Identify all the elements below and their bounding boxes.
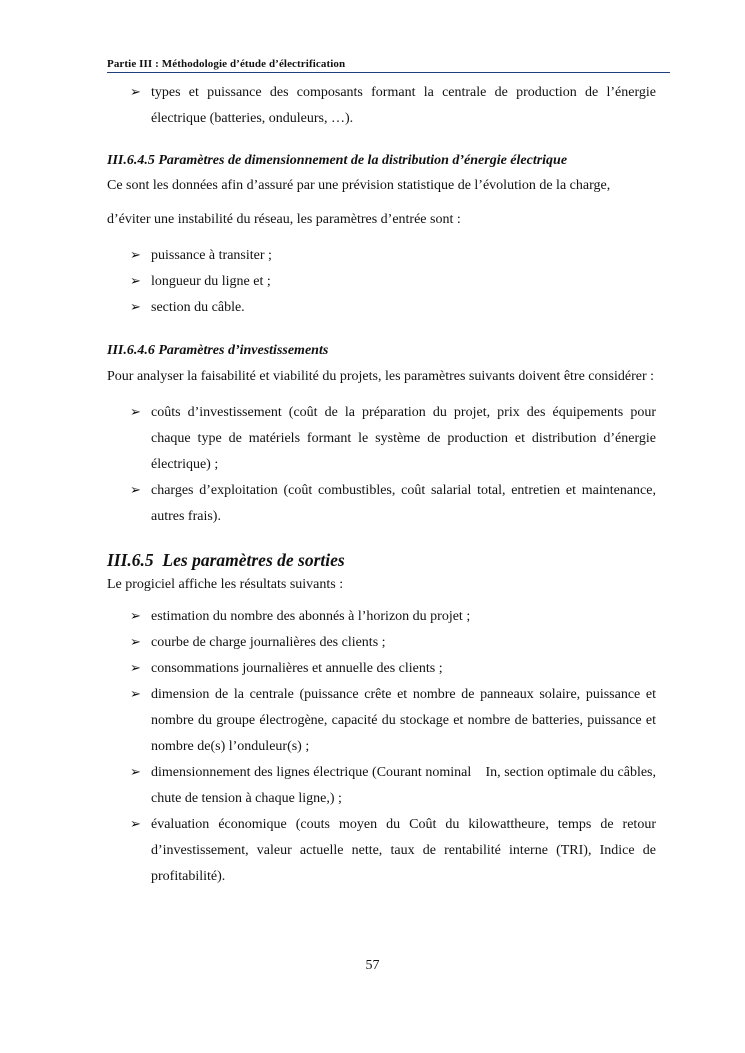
investment-params-list — [107, 400, 656, 530]
page-number: 57 — [365, 958, 380, 973]
arrow-right-icon: ➢ — [130, 609, 141, 624]
list-item: ➢ charges d’exploitation (coût combustibles, coût salarial total, entretien et maintenance, autres frais). — [130, 483, 656, 524]
distribution-params-list — [107, 243, 656, 321]
arrow-right-icon: ➢ — [130, 300, 141, 315]
running-header: Partie III : Méthodologie d’étude d’électrification — [107, 58, 346, 70]
arrow-right-icon: ➢ — [130, 483, 141, 498]
arrow-right-icon: ➢ — [130, 765, 141, 780]
section-heading-6-4-6: III.6.4.6 Paramètres d’investissements — [107, 343, 329, 358]
paragraph-6-4-6: Pour analyser la faisabilité et viabilité du projets, les paramètres suivants doivent être considérer : — [107, 369, 654, 384]
page-content — [107, 80, 660, 890]
list-item: ➢ longueur du ligne et ; — [130, 274, 271, 289]
paragraph-6-4-5-line2: d’éviter une instabilité du réseau, les paramètres d’entrée sont : — [107, 212, 461, 227]
list-item: ➢ estimation du nombre des abonnés à l’horizon du projet ; — [130, 609, 471, 624]
intro-bullet-list — [107, 80, 656, 132]
section-heading-6-5: III.6.5 Les paramètres de sorties — [107, 550, 345, 570]
list-item: ➢ puissance à transiter ; — [130, 248, 272, 263]
arrow-right-icon: ➢ — [130, 405, 141, 420]
paragraph-6-5: Le progiciel affiche les résultats suivants : — [107, 577, 344, 592]
section-heading-6-4-5: III.6.4.5 Paramètres de dimensionnement de la distribution d’énergie électrique — [107, 153, 568, 168]
list-item: ➢ évaluation économique (couts moyen du Coût du kilowattheure, temps de retour d’investissement, valeur actuelle nette, taux de rentabilité interne (TRI), Indice de profitabilité). — [130, 817, 656, 884]
arrow-right-icon: ➢ — [130, 274, 141, 289]
arrow-right-icon: ➢ — [130, 661, 141, 676]
list-item: ➢ types et puissance des composants formant la centrale de production de l’énergie électrique (batteries, onduleurs, …). — [130, 85, 656, 126]
list-item: ➢ coûts d’investissement (coût de la préparation du projet, prix des équipements pour chaque type de matériels formant le système de production et distribution d’énergie électrique) ; — [130, 405, 656, 472]
paragraph-6-4-5-line1: Ce sont les données afin d’assuré par une prévision statistique de l’évolution de la charge, — [107, 178, 611, 193]
arrow-right-icon: ➢ — [130, 817, 141, 832]
header-rule — [107, 72, 670, 73]
list-item: ➢ dimensionnement des lignes électrique (Courant nominal In, section optimale du câbles, chute de tension à chaque ligne,) ; — [130, 765, 660, 806]
list-item: ➢ section du câble. — [130, 300, 245, 315]
arrow-right-icon: ➢ — [130, 687, 141, 702]
list-item: ➢ consommations journalières et annuelle des clients ; — [130, 661, 443, 676]
arrow-right-icon: ➢ — [130, 635, 141, 650]
list-item: ➢ dimension de la centrale (puissance crête et nombre de panneaux solaire, puissance et nombre du groupe électrogène, capacité du stockage et nombre de batteries, puissance et nombre de(s) l’onduleur(s) ; — [130, 687, 656, 754]
arrow-right-icon: ➢ — [130, 248, 141, 263]
output-results-list — [107, 604, 660, 890]
arrow-right-icon: ➢ — [130, 85, 141, 100]
list-item: ➢ courbe de charge journalières des clients ; — [130, 635, 386, 650]
